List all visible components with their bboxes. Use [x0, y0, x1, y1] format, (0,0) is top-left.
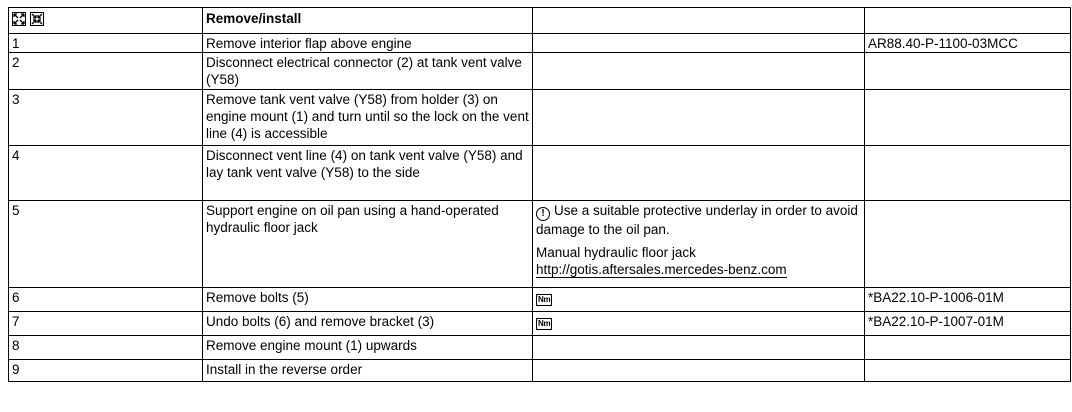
step-notes	[533, 360, 865, 382]
header-ref-cell	[865, 8, 1071, 34]
step-text: Remove tank vent valve (Y58) from holder (3) on engine mount (1) and turn until so the lock on the vent line (4) is accessible	[203, 90, 533, 146]
expand-all-icon[interactable]	[12, 12, 26, 26]
step-notes	[533, 53, 865, 90]
step-reference	[865, 336, 1071, 360]
step-text: Install in the reverse order	[203, 360, 533, 382]
step-reference	[865, 360, 1071, 382]
torque-badge-icon[interactable]: Nm	[538, 295, 551, 304]
step-text: Support engine on oil pan using a hand-operated hydraulic floor jack	[203, 201, 533, 288]
table-row	[9, 288, 1071, 312]
step-reference[interactable]: AR88.40-P-1100-03MCC	[865, 34, 1071, 53]
step-notes	[533, 90, 865, 146]
tool-name: Manual hydraulic floor jack	[536, 245, 696, 260]
step-number: 4	[9, 146, 203, 201]
step-notes	[533, 312, 865, 336]
procedure-table	[8, 7, 1071, 382]
table-row	[9, 146, 1071, 201]
step-reference	[865, 201, 1071, 288]
table-row	[9, 90, 1071, 146]
step-number: 3	[9, 90, 203, 146]
table-row	[9, 34, 1071, 53]
step-text: Remove bolts (5)	[203, 288, 533, 312]
warning-icon: !	[536, 207, 550, 221]
step-number: 9	[9, 360, 203, 382]
collapse-all-icon[interactable]	[30, 12, 44, 26]
table-row	[9, 312, 1071, 336]
step-number: 6	[9, 288, 203, 312]
table-row	[9, 360, 1071, 382]
step-reference[interactable]: *BA22.10-P-1007-01M	[865, 312, 1071, 336]
step-notes	[533, 146, 865, 201]
table-row	[9, 53, 1071, 90]
step-reference	[865, 53, 1071, 90]
step-reference[interactable]: *BA22.10-P-1006-01M	[865, 288, 1071, 312]
table-row	[9, 201, 1071, 288]
header-title: Remove/install	[203, 8, 533, 34]
torque-badge-icon[interactable]: Nm	[538, 319, 551, 328]
warning-note	[536, 202, 861, 238]
step-number: 8	[9, 336, 203, 360]
step-text: Remove engine mount (1) upwards	[203, 336, 533, 360]
step-notes	[533, 288, 865, 312]
step-text: Disconnect electrical connector (2) at tank vent valve (Y58)	[203, 53, 533, 90]
step-notes	[533, 336, 865, 360]
step-text: Remove interior flap above engine	[203, 34, 533, 53]
step-notes	[533, 34, 865, 53]
header-icons-cell	[9, 8, 203, 34]
table-row	[9, 336, 1071, 360]
step-text: Undo bolts (6) and remove bracket (3)	[203, 312, 533, 336]
step-number: 2	[9, 53, 203, 90]
step-notes	[533, 201, 865, 288]
step-number: 7	[9, 312, 203, 336]
step-text: Disconnect vent line (4) on tank vent valve (Y58) and lay tank vent valve (Y58) to the side	[203, 146, 533, 201]
step-reference	[865, 90, 1071, 146]
header-notes-cell	[533, 8, 865, 34]
table-header-row	[9, 8, 1071, 34]
step-reference	[865, 146, 1071, 201]
step-number: 1	[9, 34, 203, 53]
warning-text: Use a suitable protective underlay in order to avoid damage to the oil pan.	[536, 203, 858, 237]
step-number: 5	[9, 201, 203, 288]
tool-link[interactable]: http://gotis.aftersales.mercedes-benz.com	[536, 262, 787, 277]
